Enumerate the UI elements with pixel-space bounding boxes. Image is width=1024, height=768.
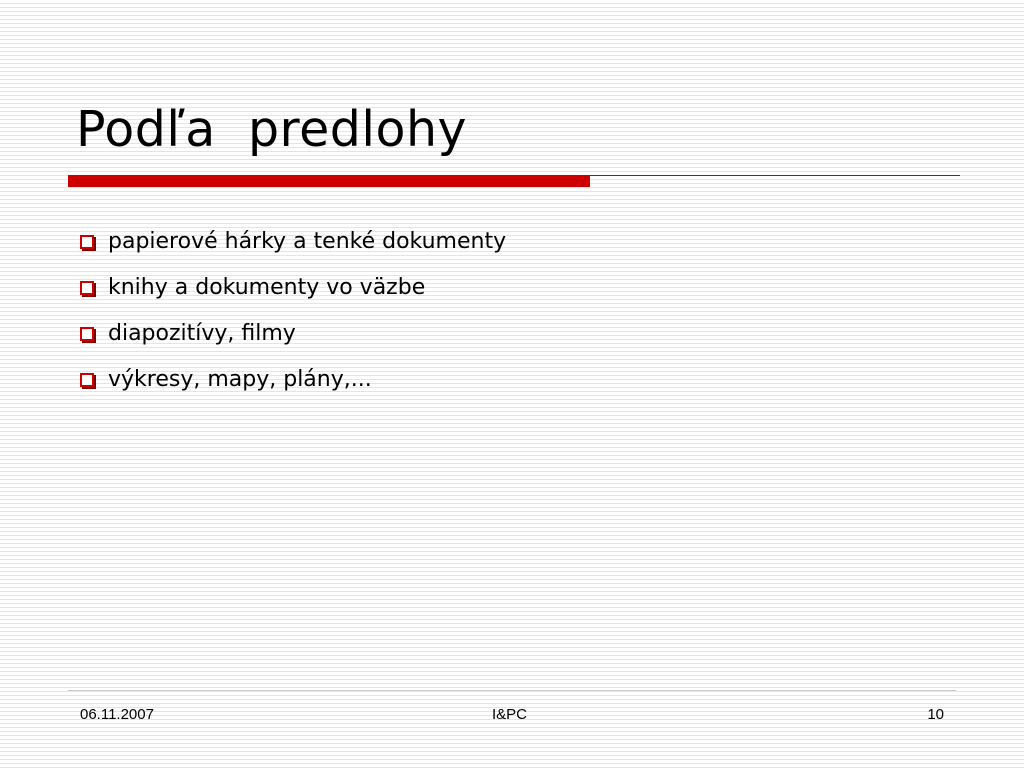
list-item xyxy=(80,264,506,310)
list-item-text: výkresy, mapy, plány,... xyxy=(108,366,372,392)
square-bullet-icon xyxy=(80,235,94,249)
square-bullet-icon xyxy=(80,327,94,341)
slide-title: Podľa predlohy xyxy=(76,101,468,158)
square-bullet-icon xyxy=(80,281,94,295)
footer-date: 06.11.2007 xyxy=(80,706,154,723)
square-bullet-icon xyxy=(80,373,94,387)
title-underline-thin xyxy=(590,175,960,176)
list-item-text: knihy a dokumenty vo väzbe xyxy=(108,274,426,300)
list-item-text: diapozitívy, filmy xyxy=(108,320,296,346)
list-item xyxy=(80,310,506,356)
list-item xyxy=(80,218,506,264)
bullet-list xyxy=(80,218,506,402)
footer-course-label: I&PC xyxy=(492,706,528,723)
footer-page-number: 10 xyxy=(927,706,944,723)
footer-divider xyxy=(68,690,956,691)
list-item xyxy=(80,356,506,402)
list-item-text: papierové hárky a tenké dokumenty xyxy=(108,228,507,254)
title-underline-thick xyxy=(68,175,590,187)
